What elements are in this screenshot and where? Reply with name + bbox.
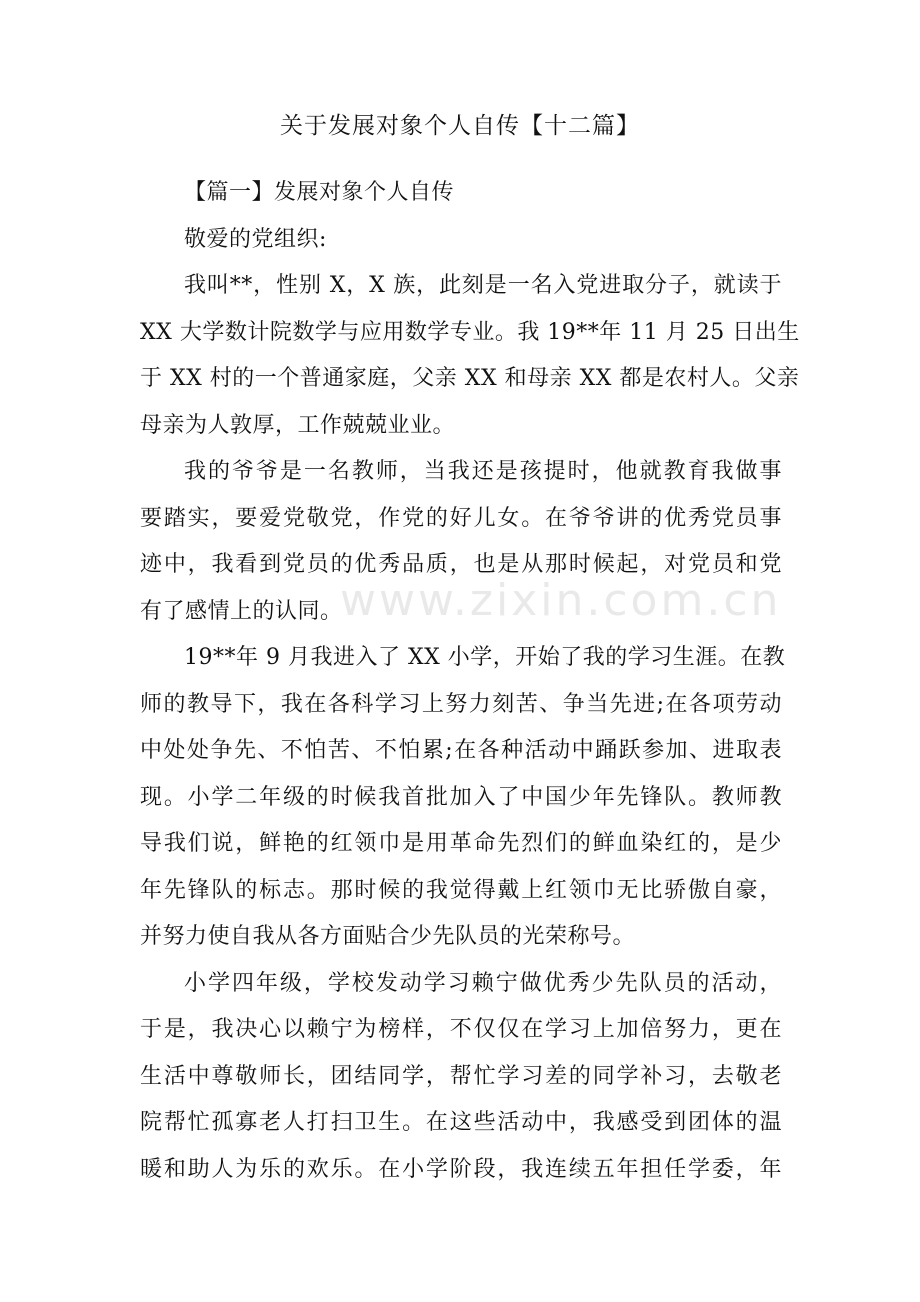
document-body — [140, 170, 800, 1193]
text-line: 年先锋队的标志。那时候的我觉得戴上红领巾无比骄傲自豪， — [140, 877, 782, 903]
text-line: 我叫**，性别 X，X 族，此刻是一名入党进取分子，就读于 — [184, 273, 782, 298]
text-line: 敬爱的党组织: — [184, 226, 327, 252]
text-line: 师的教导下，我在各科学习上努力刻苦、争当先进;在各项劳动 — [140, 691, 782, 717]
text-line: 迹中，我看到党员的优秀品质，也是从那时候起，对党员和党 — [140, 552, 782, 577]
text-line: XX 大学数计院数学与应用数学专业。我 19**年 11 月 25 日出生 — [140, 319, 800, 345]
text-line: 我的爷爷是一名教师，当我还是孩提时，他就教育我做事 — [184, 459, 782, 484]
text-line: 有了感情上的认同。 — [140, 598, 343, 624]
watermark: www.zixin.com.cn — [340, 575, 782, 626]
text-line: 19**年 9 月我进入了 XX 小学，开始了我的学习生涯。在教 — [184, 645, 786, 670]
text-line: 生活中尊敬师长，团结同学，帮忙学习差的同学补习，去敬老 — [140, 1063, 782, 1089]
text-line: 于是，我决心以赖宁为榜样，不仅仅在学习上加倍努力，更在 — [140, 1017, 782, 1042]
text-line: 小学四年级，学校发动学习赖宁做优秀少先队员的活动， — [184, 970, 782, 996]
text-line: 【篇一】发展对象个人自传 — [184, 180, 455, 205]
text-line: 院帮忙孤寡老人打扫卫生。在这些活动中，我感受到团体的温 — [140, 1110, 782, 1135]
text-line: 于 XX 村的一个普通家庭，父亲 XX 和母亲 XX 都是农村人。父亲 — [140, 366, 800, 391]
text-line: 现。小学二年级的时候我首批加入了中国少年先锋队。教师教 — [140, 784, 782, 810]
text-line: 并努力使自我从各方面贴合少先队员的光荣称号。 — [140, 924, 636, 949]
document-title: 关于发展对象个人自传【十二篇】 — [280, 113, 640, 139]
text-line: 要踏实，要爱党敬党，作党的好儿女。在爷爷讲的优秀党员事 — [140, 505, 782, 531]
text-line: 暖和助人为乐的欢乐。在小学阶段，我连续五年担任学委，年 — [140, 1156, 782, 1182]
text-line: 母亲为人敦厚，工作兢兢业业。 — [140, 412, 456, 438]
text-line: 中处处争先、不怕苦、不怕累;在各种活动中踊跃参加、进取表 — [140, 738, 782, 763]
text-line: 导我们说，鲜艳的红领巾是用革命先烈们的鲜血染红的，是少 — [140, 831, 782, 856]
